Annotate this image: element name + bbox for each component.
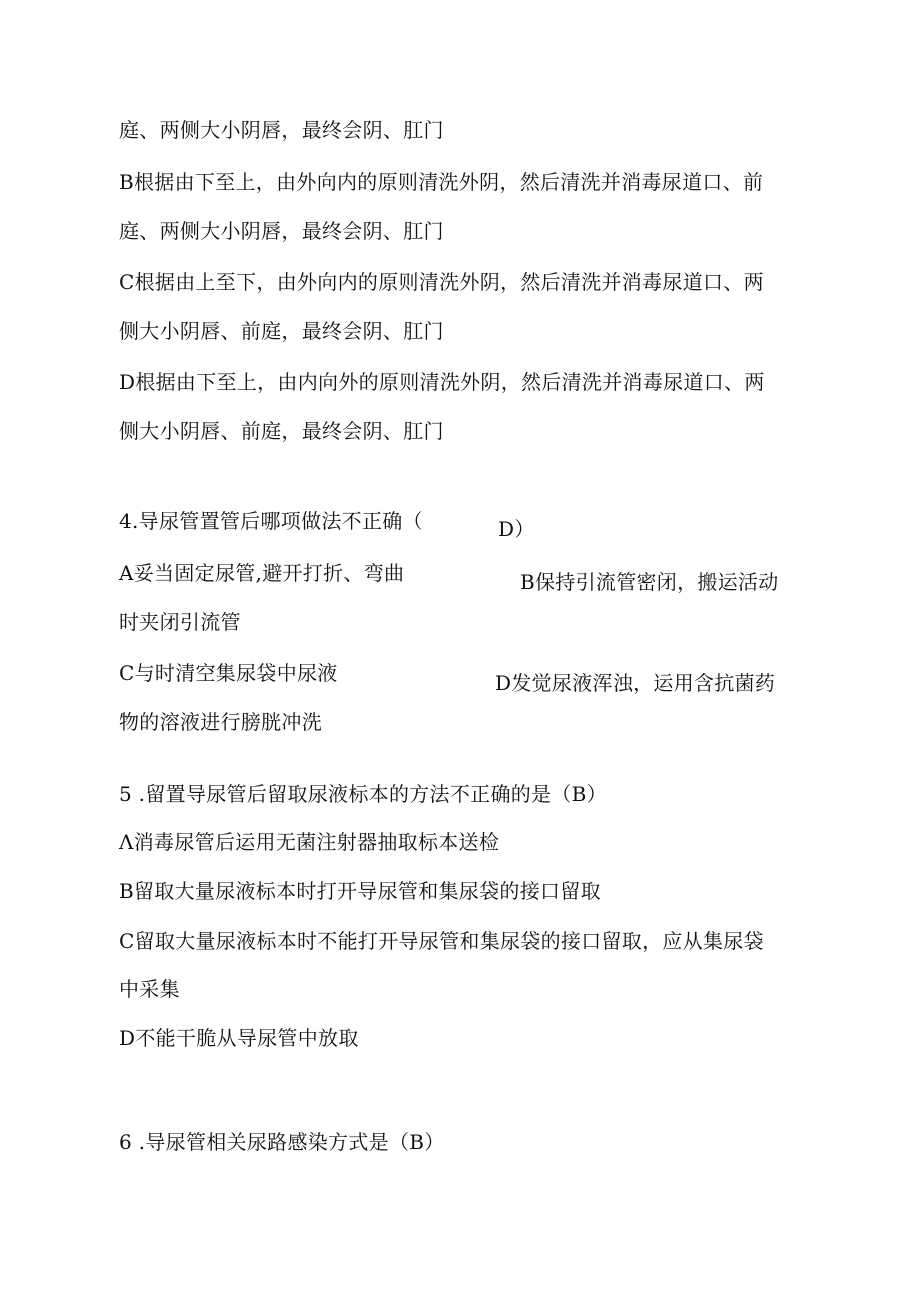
- q3-option-d-line1: D根据由下至上，由内向外的原则清洗外阴，然后清洗并消毒尿道口、两: [119, 370, 765, 394]
- q5-option-a: Λ消毒尿管后运用无菌注射器抽取标本送检: [119, 830, 500, 854]
- q3-option-c-line1: C根据由上至下，由外向内的原则清洗外阴，然后清洗并消毒尿道口、两: [119, 270, 764, 294]
- q4-option-d-line1: D发觉尿液浑浊，运用含抗菌药: [495, 671, 776, 695]
- q5-option-b: B留取大量尿液标本时打开导尿管和集尿袋的接口留取: [119, 879, 601, 903]
- q4-option-d-line2: 物的溶液进行膀胱冲洗: [119, 710, 322, 734]
- q4-option-d-line2-clip: [119, 708, 479, 734]
- q3-option-a-continuation: 庭、两侧大小阴唇，最终会阴、肛门: [119, 118, 444, 142]
- q3-option-b-line2: 庭、两侧大小阴唇，最终会阴、肛门: [119, 219, 444, 243]
- q4-option-b-line2: 时夹闭引流管: [119, 610, 241, 634]
- q4-option-a: A妥当固定尿管,避开打折、弯曲: [119, 561, 405, 585]
- q5-option-c-line2: 中采集: [119, 977, 180, 1001]
- q5-option-d: D不能干脆从导尿管中放取: [119, 1026, 359, 1050]
- q6-stem: 6 .导尿管相关尿路感染方式是（B）: [119, 1130, 445, 1154]
- q5-stem: 5 .留置导尿管后留取尿液标本的方法不正确的是（B）: [119, 782, 607, 806]
- q4-answer: D）: [498, 517, 535, 541]
- q4-option-c: C与时清空集尿袋中尿液: [119, 661, 338, 685]
- q5-option-c-line1: C留取大量尿液标本时不能打开导尿管和集尿袋的接口留取，应从集尿袋: [119, 929, 764, 953]
- q3-option-c-line2: 侧大小阴唇、前庭，最终会阴、肛门: [119, 319, 444, 343]
- q3-option-b-line1: B根据由下至上，由外向内的原则清洗外阴，然后清洗并消毒尿道口、前: [119, 170, 764, 194]
- q4-option-d-clip: [495, 665, 815, 695]
- q4-stem: 4.导尿管置管后哪项做法不正确（: [119, 509, 423, 533]
- q4-option-b-line1: B保持引流管密闭，搬运活动: [520, 570, 779, 594]
- q3-option-d-line2: 侧大小阴唇、前庭，最终会阴、肛门: [119, 419, 444, 443]
